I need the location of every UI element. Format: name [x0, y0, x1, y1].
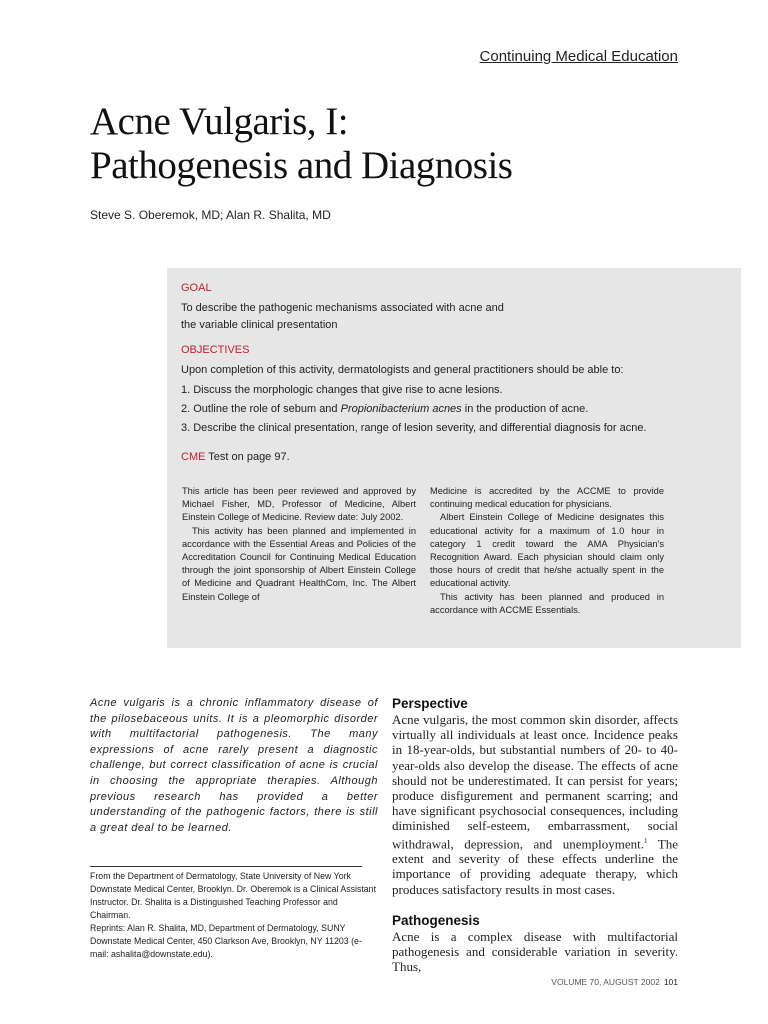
- reference-1[interactable]: 1: [644, 836, 648, 845]
- title-line-1: Acne Vulgaris, I:: [90, 100, 349, 143]
- accreditation-right-p3: This activity has been planned and produced in accordance with ACCME Essentials.: [430, 591, 664, 615]
- section-label: Continuing Medical Education: [479, 48, 678, 65]
- goal-text: [181, 300, 561, 334]
- objective-2-pre: 2. Outline the role of sebum and: [181, 403, 341, 415]
- cme-box: [167, 268, 741, 648]
- pathogenesis-text: Acne is a complex disease with multifactorial pathogenesis and considerable variation in severity. Thus,: [392, 929, 678, 975]
- perspective-text-main: Acne vulgaris, the most common skin disorder, affects virtually all individuals at least once. Incidence peaks in 18-year-olds, but substantial numbers of 20- to 40-year-olds also develop the disease. The effects of acne should not be underestimated. It can persist for years; produce disfigurement and permanent scarring; and have significant psychosocial consequences, including diminished self-esteem, embarrassment, social withdrawal, depression, and unemployment.: [392, 712, 678, 851]
- objectives-heading: OBJECTIVES: [181, 344, 250, 356]
- objective-2-italic: Propionibacterium acnes: [340, 403, 462, 415]
- affiliation-from: From the Department of Dermatology, State University of New York Downstate Medical Center, Brooklyn. Dr. Oberemok is a Clinical Assistant Instructor. Dr. Shalita is a Distinguished Teaching Professor and Chairman.: [90, 871, 377, 920]
- objective-2-post: in the production of acne.: [461, 403, 589, 415]
- perspective-text-end: The extent and severity of these effects underline the importance of providing adequate therapy, which produces satisfactory results in most cases.: [392, 835, 678, 897]
- footer-volume: VOLUME 70, AUGUST 2002: [551, 977, 660, 987]
- accreditation-right: [430, 485, 664, 617]
- goal-heading: GOAL: [181, 282, 212, 294]
- accreditation-left-p2: This activity has been planned and implemented in accordance with the Essential Areas and Policies of the Accreditation Council for Continuing Medical Education through the joint sponsorship of Albert Einstein College of Medicine and Quadrant HealthCom, Inc. The Albert Einstein College of: [182, 525, 416, 602]
- cme-test-line: [181, 451, 290, 463]
- objective-2: [181, 400, 721, 419]
- affiliation-notes: [90, 870, 380, 961]
- goal-line-2: the variable clinical presentation: [181, 319, 338, 331]
- title-line-2: Pathogenesis and Diagnosis: [90, 144, 513, 187]
- objectives-list: [181, 381, 721, 438]
- accreditation-right-p2: Albert Einstein College of Medicine designates this educational activity for a maximum of 1.0 hour in category 1 credit toward the AMA Physician's Recognition Award. Each physician should claim only those hours of credit that he/she actually spent in the educational activity.: [430, 512, 664, 589]
- page-number: 101: [663, 977, 678, 987]
- accreditation-right-p1: Medicine is accredited by the ACCME to provide continuing medical education for physicians.: [430, 486, 664, 510]
- perspective-heading: Perspective: [392, 696, 468, 711]
- affiliation-reprints: Reprints: Alan R. Shalita, MD, Department of Dermatology, SUNY Downstate Medical Center, 450 Clarkson Ave, Brooklyn, NY 11203 (e-mail: ashalita@downstate.edu).: [90, 923, 362, 959]
- objectives-intro: Upon completion of this activity, dermatologists and general practitioners should be able to:: [181, 364, 624, 376]
- cme-test-text: Test on page 97.: [205, 451, 290, 463]
- objective-1: 1. Discuss the morphologic changes that give rise to acne lesions.: [181, 384, 503, 396]
- affiliation-divider: [90, 866, 362, 867]
- authors: Steve S. Oberemok, MD; Alan R. Shalita, MD: [90, 208, 331, 222]
- article-title: [90, 100, 710, 188]
- objective-3: 3. Describe the clinical presentation, range of lesion severity, and differential diagnosis for acne.: [181, 422, 647, 434]
- pathogenesis-heading: Pathogenesis: [392, 913, 480, 928]
- page-footer: [551, 977, 678, 987]
- accreditation-left: [182, 485, 416, 604]
- goal-line-1: To describe the pathogenic mechanisms associated with acne and: [181, 302, 504, 314]
- cme-label: CME: [181, 451, 206, 463]
- accreditation-left-p1: This article has been peer reviewed and approved by Michael Fisher, MD, Professor of Medicine, Albert Einstein College of Medicine. Review date: July 2002.: [182, 486, 416, 523]
- perspective-text: [392, 712, 678, 897]
- abstract: Acne vulgaris is a chronic inflammatory disease of the pilosebaceous units. It is a pleomorphic disorder with multifactorial pathogenesis. The many expressions of acne rarely present a diagnostic challenge, but correct classification of acne is crucial in choosing the appropriate therapies. Although previous research has provided a better understanding of the pathogenic factors, there is still a great deal to be learned.: [90, 697, 378, 834]
